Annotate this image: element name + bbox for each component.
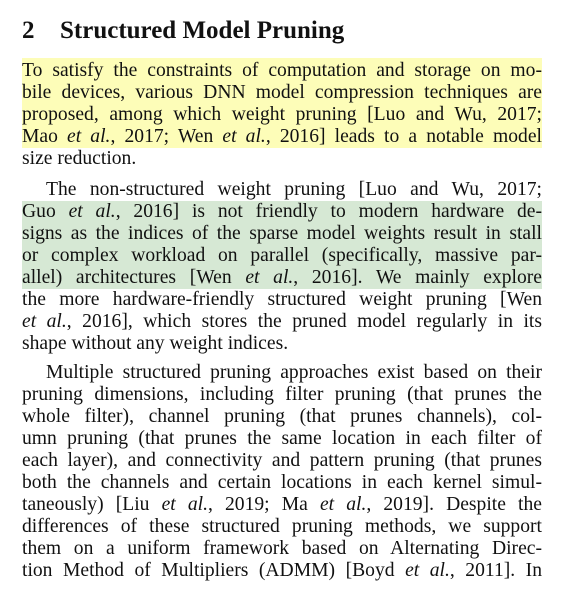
text-line: Guo et al., 2016] is not friendly to modern hardware de-: [22, 201, 542, 222]
text-line: signs as the indices of the sparse model weights result in stall: [22, 223, 542, 244]
text-line: both the channels and certain locations in each kernel simul-: [22, 472, 542, 493]
text-line: umn pruning (that prunes the same location in each filter of: [22, 428, 542, 449]
text-line: tion Method of Multipliers (ADMM) [Boyd et al., 2011]. In: [22, 560, 542, 581]
section-title: Structured Model Pruning: [60, 17, 345, 44]
text-line: size reduction.: [22, 148, 137, 169]
text-line: bile devices, various DNN model compression techniques are: [22, 82, 542, 103]
text-line: Mao et al., 2017; Wen et al., 2016] leads to a notable model: [22, 126, 542, 147]
text-line: To satisfy the constraints of computation and storage on mo-: [22, 60, 542, 81]
text-line: The non-structured weight pruning [Luo and Wu, 2017;: [46, 179, 542, 200]
text-line: the more hardware-friendly structured weight pruning [Wen: [22, 289, 542, 310]
text-line: et al., 2016], which stores the pruned model regularly in its: [22, 311, 542, 332]
text-line: shape without any weight indices.: [22, 333, 289, 354]
text-line: pruning dimensions, including filter pruning (that prunes the: [22, 384, 542, 405]
text-line: them on a uniform framework based on Alternating Direc-: [22, 538, 542, 559]
text-line: proposed, among which weight pruning [Luo and Wu, 2017;: [22, 104, 542, 125]
section-number: 2: [22, 17, 35, 44]
text-line: each layer), and connectivity and pattern pruning (that prunes: [22, 450, 542, 471]
text-line: taneously) [Liu et al., 2019; Ma et al., 2019]. Despite the: [22, 494, 542, 515]
text-line: Multiple structured pruning approaches exist based on their: [46, 362, 542, 383]
text-line: whole filter), channel pruning (that prunes channels), col-: [22, 406, 542, 427]
text-line: or complex workload on parallel (specifically, massive par-: [22, 245, 542, 266]
text-line: differences of these structured pruning methods, we support: [22, 516, 542, 537]
text-line: allel) architectures [Wen et al., 2016]. We mainly explore: [22, 267, 542, 288]
section-heading: [22, 14, 344, 48]
